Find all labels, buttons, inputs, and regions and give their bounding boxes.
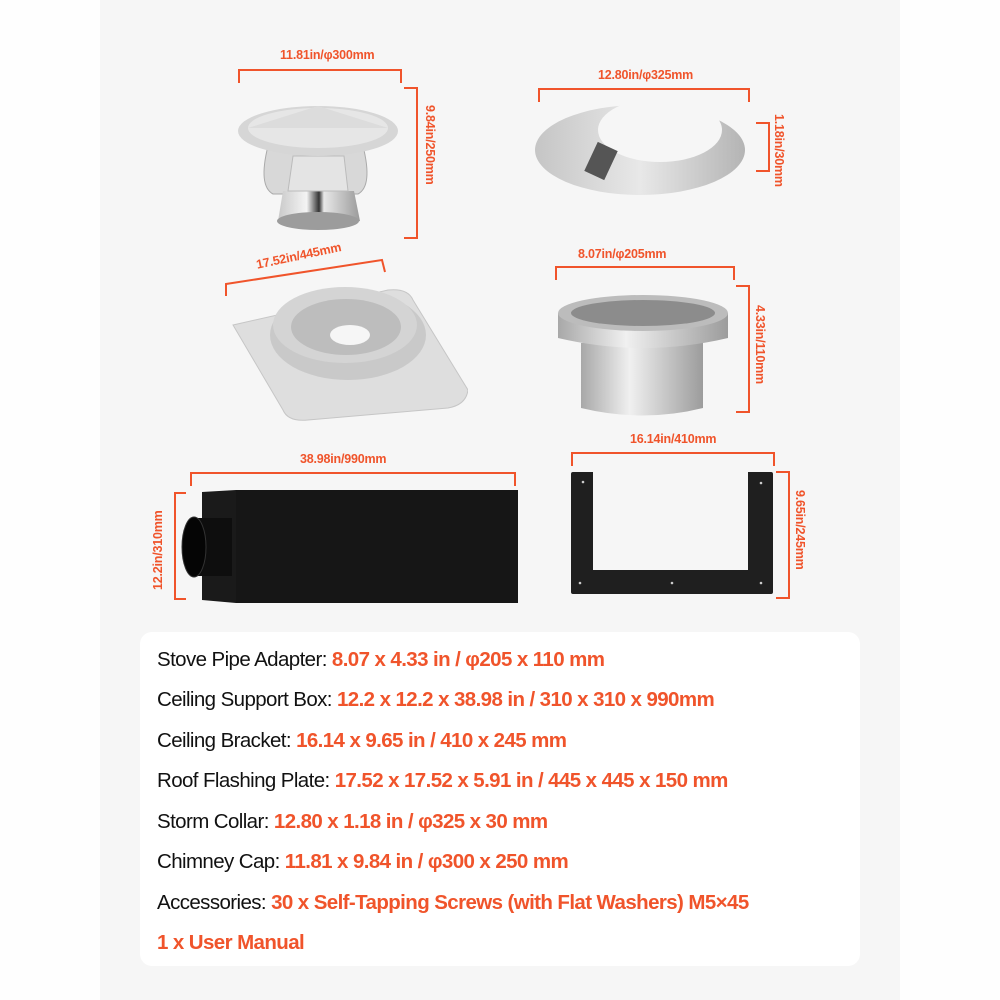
spec-row: 1 x User Manual xyxy=(157,931,305,954)
chimney-cap-width-label: 11.81in/φ300mm xyxy=(280,48,375,62)
stove-pipe-adapter-height-label: 4.33in/110mm xyxy=(753,305,767,384)
stove-pipe-adapter-width-bracket xyxy=(555,266,735,280)
spec-row: Ceiling Bracket: 16.14 x 9.65 in / 410 x 245 mm xyxy=(157,729,567,752)
chimney-cap-height-label: 9.84in/250mm xyxy=(423,105,437,185)
spec-row: Chimney Cap: 11.81 x 9.84 in / φ300 x 250 mm xyxy=(157,850,569,873)
roof-flashing-width-label: 17.52in/445mm xyxy=(255,240,343,272)
storm-collar-height-label: 1.18in/30mm xyxy=(772,114,786,187)
ceiling-bracket-height-label: 9.65in/245mm xyxy=(793,490,807,570)
spec-row: Accessories: 30 x Self-Tapping Screws (with Flat Washers) M5×45 xyxy=(157,891,749,914)
ceiling-bracket-width-label: 16.14in/410mm xyxy=(630,432,717,446)
ceiling-support-box-width-label: 38.98in/990mm xyxy=(300,452,387,466)
storm-collar-width-label: 12.80in/φ325mm xyxy=(598,68,694,82)
stove-pipe-adapter-width-label: 8.07in/φ205mm xyxy=(578,247,667,261)
ceiling-bracket-image xyxy=(571,472,776,596)
ceiling-bracket-width-bracket xyxy=(571,452,775,466)
spec-card xyxy=(140,632,860,966)
stove-pipe-adapter-image xyxy=(553,283,733,418)
stove-pipe-adapter-height-bracket xyxy=(736,285,750,413)
roof-flashing-image xyxy=(228,280,468,430)
spec-row: Stove Pipe Adapter: 8.07 x 4.33 in / φ205 x 110 mm xyxy=(157,648,605,671)
chimney-cap-width-bracket xyxy=(238,69,402,83)
ceiling-support-box-image xyxy=(178,488,518,606)
ceiling-bracket-height-bracket xyxy=(776,471,790,599)
spec-row: Storm Collar: 12.80 x 1.18 in / φ325 x 30 mm xyxy=(157,810,548,833)
spec-row: Roof Flashing Plate: 17.52 x 17.52 x 5.91 in / 445 x 445 x 150 mm xyxy=(157,769,728,792)
storm-collar-height-bracket xyxy=(756,122,770,172)
spec-row: Ceiling Support Box: 12.2 x 12.2 x 38.98 in / 310 x 310 x 990mm xyxy=(157,688,715,711)
chimney-cap-image xyxy=(238,86,408,236)
storm-collar-image xyxy=(535,95,745,195)
ceiling-support-box-width-bracket xyxy=(190,472,516,486)
ceiling-support-box-height-label: 12.2in/310mm xyxy=(151,510,165,590)
